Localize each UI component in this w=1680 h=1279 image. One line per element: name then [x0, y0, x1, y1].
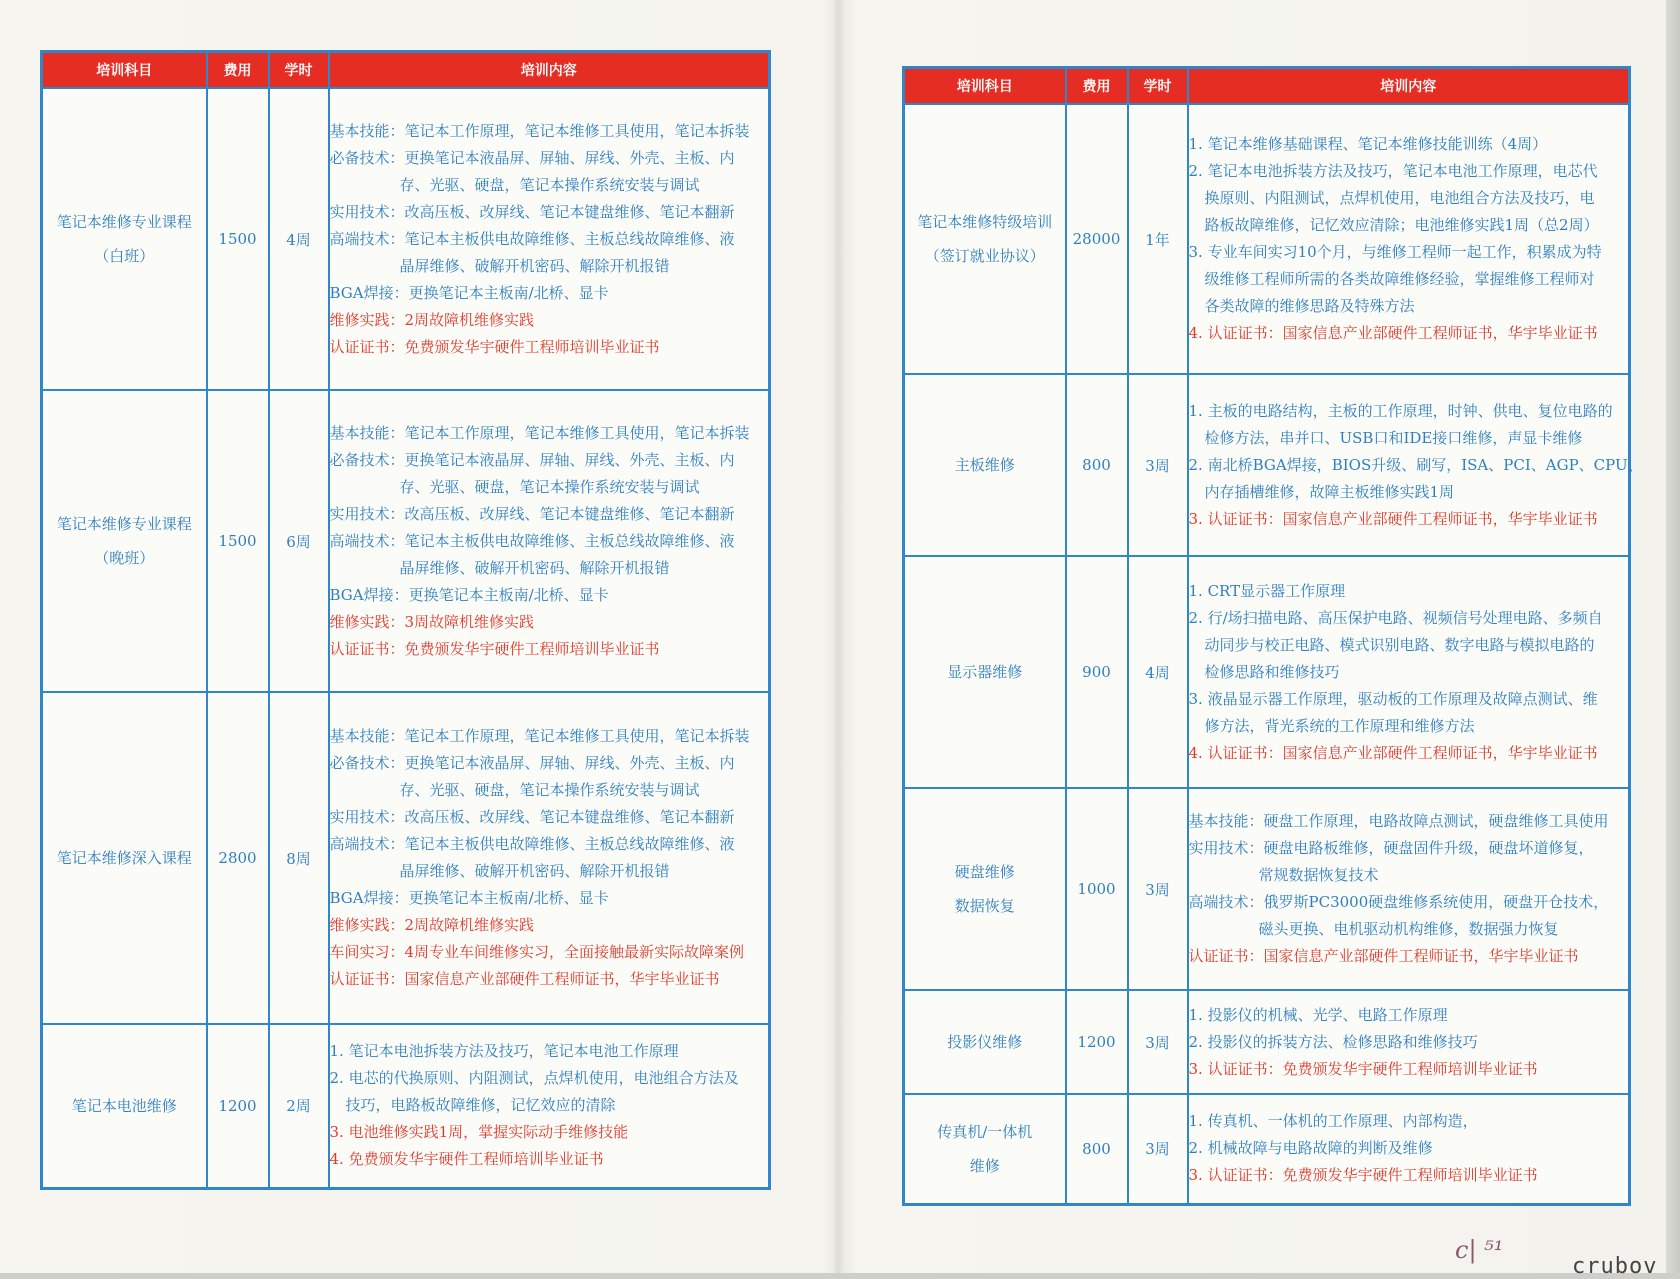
table-row [904, 104, 1630, 374]
content-line: 基本技能：笔记本工作原理，笔记本维修工具使用，笔记本拆装 [329, 423, 750, 442]
content-line: 检修思路和维修技巧 [1204, 662, 1340, 681]
course-fee: 28000 [1066, 104, 1128, 374]
content-line: 认证证书：国家信息产业部硬件工程师证书，华宇毕业证书 [1188, 947, 1579, 965]
course-name-cell [904, 788, 1066, 990]
content-line: BGA焊接：更换笔记本主板南/北桥、显卡 [329, 889, 609, 907]
content-line: 3. 认证证书：免费颁发华宇硬件工程师培训毕业证书 [1188, 1166, 1538, 1185]
course-fee: 1200 [1066, 990, 1128, 1094]
header-hours: 学时 [1128, 68, 1188, 105]
course-name-cell [904, 104, 1066, 374]
content-line: 2. 行/场扫描电路、高压保护电路、视频信号处理电路、多频自 [1188, 608, 1603, 627]
content-line: 认证证书：免费颁发华宇硬件工程师培训毕业证书 [329, 337, 660, 356]
table-row [904, 990, 1630, 1094]
content-line: 维修实践：3周故障机维修实践 [329, 612, 535, 631]
course-fee: 1200 [207, 1024, 269, 1188]
content-line: 实用技术：硬盘电路板维修，硬盘固件升级，硬盘坏道修复， [1188, 839, 1594, 857]
course-duration: 4周 [269, 88, 329, 390]
table-header-row [904, 68, 1630, 105]
content-line: 基本技能：笔记本工作原理，笔记本维修工具使用，笔记本拆装 [329, 121, 750, 140]
content-line: 维修实践：2周故障机维修实践 [329, 916, 535, 934]
course-name-cell [904, 556, 1066, 788]
header-subject: 培训科目 [904, 68, 1066, 105]
content-line: 1. 笔记本电池拆装方法及技巧，笔记本电池工作原理 [329, 1042, 679, 1061]
content-line: 常规数据恢复技术 [1258, 866, 1379, 884]
course-name-cell [42, 390, 207, 692]
page-bottom-edge [0, 1273, 1680, 1279]
content-line: 晶屏维修、破解开机密码、解除开机报错 [399, 558, 670, 577]
content-line: BGA焊接：更换笔记本主板南/北桥、显卡 [329, 283, 609, 302]
course-content-cell [1188, 990, 1630, 1094]
course-content-cell [329, 390, 770, 692]
course-duration: 6周 [269, 390, 329, 692]
page-edge [1666, 0, 1680, 1279]
content-line: 维修实践：2周故障机维修实践 [329, 310, 535, 329]
course-name-cell [42, 88, 207, 390]
course-fee: 1500 [207, 88, 269, 390]
course-fee: 900 [1066, 556, 1128, 788]
course-duration: 1年 [1128, 104, 1188, 374]
course-fee: 800 [1066, 374, 1128, 556]
content-line: 存、光驱、硬盘，笔记本操作系统安装与调试 [399, 175, 700, 194]
course-fee: 2800 [207, 692, 269, 1024]
table-row [904, 788, 1630, 990]
content-line: 3. 认证证书：免费颁发华宇硬件工程师培训毕业证书 [1188, 1059, 1538, 1078]
table-row [904, 374, 1630, 556]
content-line: 4. 认证证书：国家信息产业部硬件工程师证书，华宇毕业证书 [1188, 324, 1598, 342]
course-name-line: 显示器维修 [947, 663, 1023, 681]
table-row [42, 692, 770, 1024]
content-line: 技巧，电路板故障维修，记忆效应的清除 [345, 1096, 616, 1115]
course-fee: 800 [1066, 1094, 1128, 1204]
content-line: 晶屏维修、破解开机密码、解除开机报错 [399, 862, 670, 880]
table-row [42, 390, 770, 692]
header-fee: 费用 [207, 52, 269, 89]
header-content: 培训内容 [1188, 68, 1630, 105]
content-line: 高端技术：俄罗斯PC3000硬盘维修系统使用，硬盘开仓技术， [1188, 893, 1609, 911]
content-line: 2. 南北桥BGA焊接，BIOS升级、刷写，ISA、PCI、AGP、CPU、 [1188, 455, 1643, 474]
course-name-line: 主板维修 [954, 456, 1015, 474]
content-line: 各类故障的维修思路及特殊方法 [1204, 297, 1415, 315]
course-content-cell [1188, 1094, 1630, 1204]
header-subject: 培训科目 [42, 52, 207, 89]
course-name-line: 笔记本维修专业课程 [56, 213, 192, 231]
content-line: 车间实习：4周专业车间维修实习，全面接触最新实际故障案例 [329, 943, 745, 961]
course-name-cell [42, 692, 207, 1024]
content-line: 4. 认证证书：国家信息产业部硬件工程师证书，华宇毕业证书 [1188, 743, 1598, 762]
course-duration: 3周 [1128, 374, 1188, 556]
content-line: 磁头更换、电机驱动机构维修，数据强力恢复 [1258, 920, 1559, 938]
content-line: 高端技术：笔记本主板供电故障维修、主板总线故障维修、液 [329, 531, 735, 550]
table-row [904, 1094, 1630, 1204]
course-duration: 3周 [1128, 788, 1188, 990]
course-name-line: 传真机/一体机 [937, 1122, 1033, 1141]
content-line: 动同步与校正电路、模式识别电路、数字电路与模拟电路的 [1204, 635, 1595, 654]
content-line: 1. CRT显示器工作原理 [1188, 581, 1346, 600]
content-line: 认证证书：免费颁发华宇硬件工程师培训毕业证书 [329, 639, 660, 658]
content-line: 晶屏维修、破解开机密码、解除开机报错 [399, 256, 670, 275]
course-content-cell [329, 692, 770, 1024]
course-duration: 8周 [269, 692, 329, 1024]
content-line: 高端技术：笔记本主板供电故障维修、主板总线故障维修、液 [329, 835, 735, 853]
course-content-cell [1188, 104, 1630, 374]
course-name-line: 笔记本电池维修 [71, 1096, 177, 1115]
course-duration: 2周 [269, 1024, 329, 1188]
content-line: 3. 液晶显示器工作原理，驱动板的工作原理及故障点测试、维 [1188, 689, 1598, 708]
content-line: 内存插槽维修，故障主板维修实践1周 [1204, 482, 1455, 501]
content-line: 4. 免费颁发华宇硬件工程师培训毕业证书 [329, 1150, 604, 1169]
content-line: 换原则、内阻测试，点焊机使用，电池组合方法及技巧，电 [1204, 189, 1595, 207]
table-header-row [42, 52, 770, 89]
content-line: 2. 笔记本电池拆装方法及技巧，笔记本电池工作原理，电芯代 [1188, 162, 1598, 180]
content-line: 3. 电池维修实践1周，掌握实际动手维修技能 [329, 1123, 629, 1142]
content-line: 存、光驱、硬盘，笔记本操作系统安装与调试 [399, 781, 700, 799]
content-line: 路板故障维修，记忆效应清除；电池维修实践1周（总2周） [1204, 216, 1599, 234]
content-line: 存、光驱、硬盘，笔记本操作系统安装与调试 [399, 477, 700, 496]
content-line: 实用技术：改高压板、改屏线、笔记本键盘维修、笔记本翻新 [329, 808, 735, 826]
course-name-line: 笔记本维修专业课程 [56, 515, 192, 533]
course-name-line: （白班） [94, 247, 155, 265]
course-name-line: 维修 [969, 1156, 1000, 1175]
left-course-table [40, 50, 771, 1190]
course-name-line: （签订就业协议） [924, 247, 1045, 265]
course-name-line: （晚班） [94, 549, 155, 567]
content-line: 必备技术：更换笔记本液晶屏、屏轴、屏线、外壳、主板、内 [329, 754, 735, 772]
content-line: 认证证书：国家信息产业部硬件工程师证书，华宇毕业证书 [329, 970, 720, 988]
content-line: 1. 传真机、一体机的工作原理、内部构造， [1188, 1112, 1478, 1131]
content-line: 高端技术：笔记本主板供电故障维修、主板总线故障维修、液 [329, 229, 735, 248]
content-line: 1. 投影仪的机械、光学、电路工作原理 [1188, 1005, 1448, 1024]
course-name-cell [42, 1024, 207, 1188]
watermark-text: crubov [1572, 1254, 1658, 1279]
content-line: 基本技能：硬盘工作原理，电路故障点测试，硬盘维修工具使用 [1188, 812, 1609, 830]
course-name-line: 数据恢复 [954, 897, 1015, 915]
course-name-line: 硬盘维修 [954, 863, 1015, 881]
content-line: 基本技能：笔记本工作原理，笔记本维修工具使用，笔记本拆装 [329, 727, 750, 745]
course-duration: 4周 [1128, 556, 1188, 788]
content-line: 检修方法，串并口、USB口和IDE接口维修，声显卡维修 [1204, 428, 1583, 447]
header-hours: 学时 [269, 52, 329, 89]
content-line: 实用技术：改高压板、改屏线、笔记本键盘维修、笔记本翻新 [329, 202, 735, 221]
course-name-cell [904, 374, 1066, 556]
table-row [904, 556, 1630, 788]
content-line: 修方法，背光系统的工作原理和维修方法 [1204, 716, 1475, 735]
course-content-cell [1188, 556, 1630, 788]
content-line: 3. 专业车间实习10个月，与维修工程师一起工作，积累成为特 [1188, 243, 1602, 261]
right-course-table [902, 66, 1643, 1206]
content-line: 必备技术：更换笔记本液晶屏、屏轴、屏线、外壳、主板、内 [329, 450, 735, 469]
course-name-line: 笔记本维修特级培训 [917, 213, 1053, 231]
header-fee: 费用 [1066, 68, 1128, 105]
course-name-cell [904, 990, 1066, 1094]
page-spine [832, 0, 844, 1279]
content-line: 3. 认证证书：国家信息产业部硬件工程师证书，华宇毕业证书 [1188, 509, 1598, 528]
content-line: 1. 主板的电路结构，主板的工作原理，时钟、供电、复位电路的 [1188, 401, 1613, 420]
content-line: 级维修工程师所需的各类故障维修经验，掌握维修工程师对 [1204, 270, 1595, 288]
content-line: 必备技术：更换笔记本液晶屏、屏轴、屏线、外壳、主板、内 [329, 148, 735, 167]
content-line: 2. 电芯的代换原则、内阻测试，点焊机使用，电池组合方法及 [329, 1069, 739, 1088]
content-line: BGA焊接：更换笔记本主板南/北桥、显卡 [329, 585, 609, 604]
header-content: 培训内容 [329, 52, 770, 89]
course-content-cell [329, 88, 770, 390]
course-name-line: 笔记本维修深入课程 [56, 849, 192, 867]
table-row [42, 88, 770, 390]
course-name-line: 投影仪维修 [947, 1033, 1023, 1051]
content-line: 2. 机械故障与电路故障的判断及维修 [1188, 1139, 1433, 1158]
course-duration: 3周 [1128, 1094, 1188, 1204]
course-name-cell [904, 1094, 1066, 1204]
course-content-cell [1188, 374, 1643, 556]
content-line: 2. 投影仪的拆装方法、检修思路和维修技巧 [1188, 1032, 1478, 1051]
content-line: 1. 笔记本维修基础课程、笔记本维修技能训练（4周） [1188, 135, 1548, 153]
course-fee: 1500 [207, 390, 269, 692]
course-content-cell [1188, 788, 1630, 990]
content-line: 实用技术：改高压板、改屏线、笔记本键盘维修、笔记本翻新 [329, 504, 735, 523]
table-row [42, 1024, 770, 1188]
course-fee: 1000 [1066, 788, 1128, 990]
handwritten-mark: c| ⁵¹ [1455, 1236, 1504, 1264]
course-content-cell [329, 1024, 770, 1188]
course-duration: 3周 [1128, 990, 1188, 1094]
